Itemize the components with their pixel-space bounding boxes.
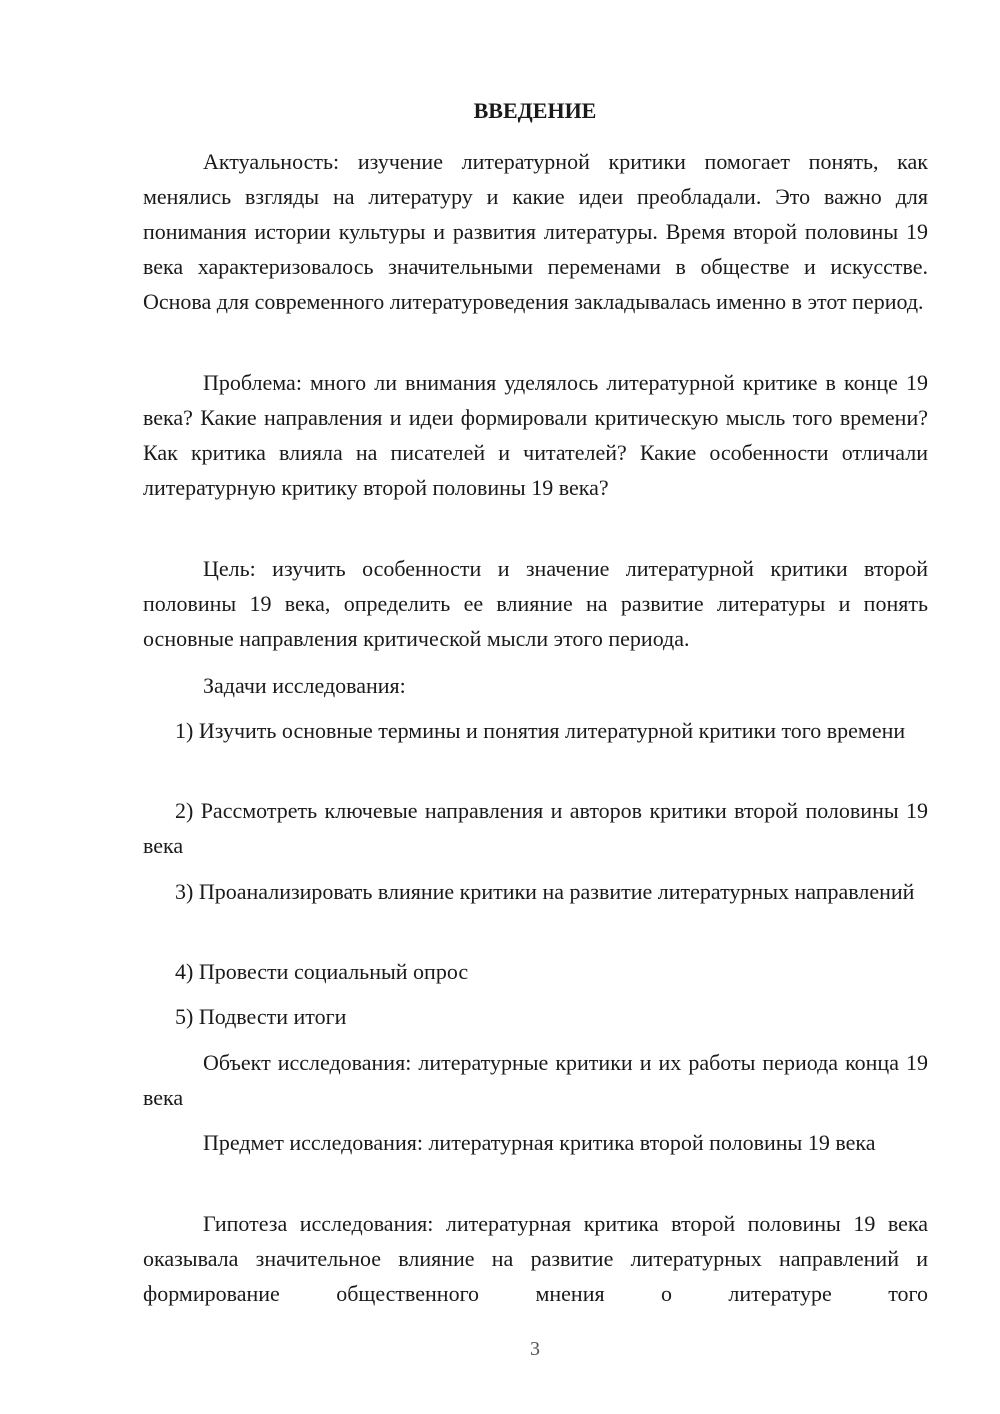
task-item-2: 2) Рассмотреть ключевые направления и авторов критики второй половины 19 века xyxy=(143,798,928,858)
task-item-4: 4) Провести социальный опрос xyxy=(175,959,469,984)
task-item-1: 1) Изучить основные термины и понятия литературной критики того времени xyxy=(175,718,906,743)
page-number: 3 xyxy=(530,1338,540,1360)
problem-paragraph: Проблема: много ли внимания уделялось литературной критике в конце 19 века? Какие направления и идеи формировали критическую мысль того времени? Как критика влияла на писателей и читателей? Какие особенности отличали литературную критику второй половины 19 века? xyxy=(143,370,928,500)
goal-paragraph: Цель: изучить особенности и значение литературной критики второй половины 19 века, определить ее влияние на развитие литературы и понять основные направления критической мысли этого периода. xyxy=(143,556,928,651)
subject-paragraph: Предмет исследования: литературная критика второй половины 19 века xyxy=(203,1130,876,1155)
hypothesis-paragraph: Гипотеза исследования: литературная критика второй половины 19 века оказывала значительное влияние на развитие литературных направлений и формирование общественного мнения о литературе того xyxy=(143,1211,928,1306)
tasks-intro: Задачи исследования: xyxy=(203,673,406,698)
task-item-5: 5) Подвести итоги xyxy=(175,1004,347,1029)
page-title: ВВЕДЕНИЕ xyxy=(473,98,597,123)
relevance-paragraph: Актуальность: изучение литературной критики помогает понять, как менялись взгляды на литературу и какие идеи преобладали. Это важно для понимания истории культуры и развития литературы. Время второй половины 19 века характеризовалось значительными переменами в обществе и искусстве. Основа для современного литературоведения закладывалась именно в этот период. xyxy=(143,149,928,314)
object-paragraph: Объект исследования: литературные критики и их работы периода конца 19 века xyxy=(143,1050,928,1110)
task-item-3: 3) Проанализировать влияние критики на развитие литературных направлений xyxy=(175,879,915,904)
